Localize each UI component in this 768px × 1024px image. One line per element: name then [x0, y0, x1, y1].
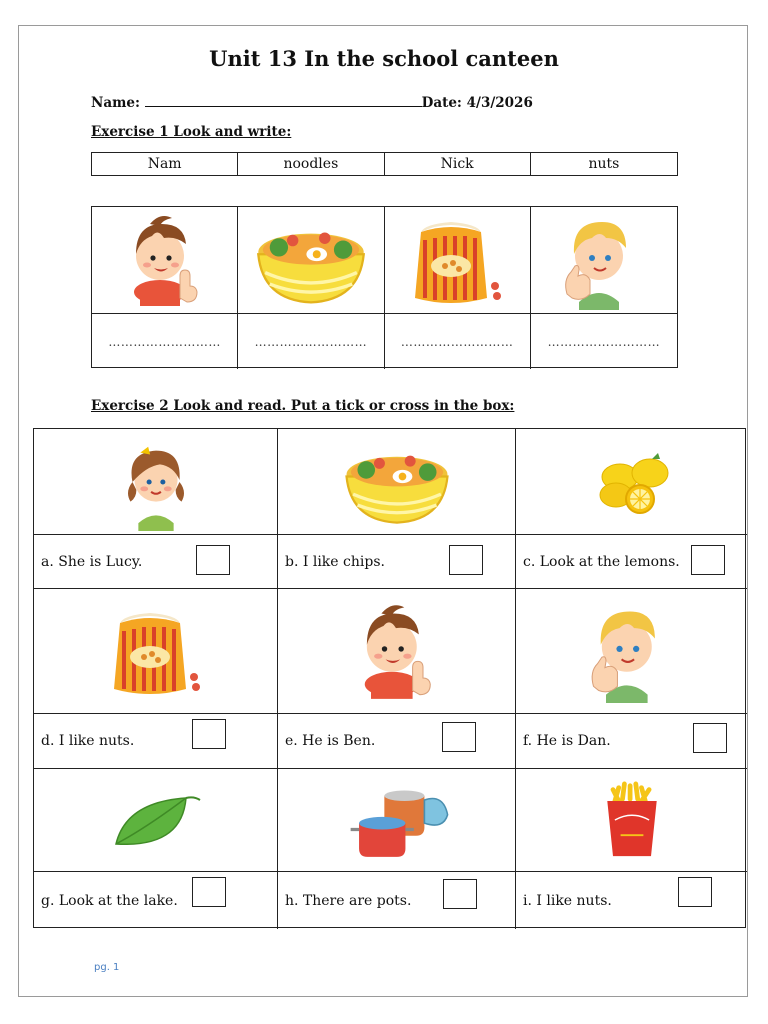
- lemons-icon: [587, 447, 677, 517]
- exercise2-picture-cell: [278, 429, 516, 535]
- exercise1-picture-cell: [531, 207, 677, 314]
- exercise2-picture-cell: [278, 589, 516, 714]
- name-label: Name:: [91, 95, 145, 111]
- sentence-text: d. I like nuts.: [41, 733, 135, 749]
- tick-box[interactable]: [693, 723, 727, 753]
- exercise2-sentence-cell: [278, 714, 516, 769]
- exercise2-sentence-cell: [278, 872, 516, 929]
- sentence-text: h. There are pots.: [285, 892, 412, 909]
- exercise2-picture-cell: [34, 589, 278, 714]
- tick-box[interactable]: [443, 879, 477, 909]
- exercise2-heading: Exercise 2 Look and read. Put a tick or cross in the box:: [91, 398, 515, 414]
- exercise2-picture-cell: [516, 429, 747, 535]
- sentence-text: e. He is Ben.: [285, 733, 376, 749]
- boy-brown-hair-icon: [349, 599, 445, 703]
- exercise2-sentence-cell: [34, 714, 278, 769]
- noodle-bowl-icon: [339, 437, 455, 527]
- word-bank-item: noodles: [238, 153, 384, 175]
- exercise1-answer-blank[interactable]: ………………………: [238, 314, 384, 369]
- nuts-bag-icon: [106, 601, 206, 701]
- exercise2-sentence-cell: [34, 535, 278, 589]
- exercise2-sentence-cell: [516, 872, 747, 929]
- chips-icon: [594, 776, 670, 864]
- sentence-text: b. I like chips.: [285, 553, 385, 570]
- exercise1-picture-cell: [385, 207, 531, 314]
- name-date-line: [91, 94, 533, 111]
- exercise1-answer-blank[interactable]: ………………………: [92, 314, 238, 369]
- tick-box[interactable]: [196, 545, 230, 575]
- boy-blond-hair-icon: [584, 599, 680, 703]
- exercise2-table: [33, 428, 746, 928]
- word-bank-item: Nick: [385, 153, 531, 175]
- sentence-text: c. Look at the lemons.: [523, 553, 680, 570]
- exercise1-answer-blank[interactable]: ………………………: [547, 334, 661, 349]
- exercise1-picture-cell: [238, 207, 384, 314]
- date-label: Date: 4/3/2026: [421, 95, 533, 111]
- exercise1-heading: Exercise 1 Look and write:: [91, 124, 292, 140]
- sentence-text: g. Look at the lake.: [41, 892, 178, 909]
- exercise2-picture-cell: [278, 769, 516, 872]
- exercise2-sentence-cell: [278, 535, 516, 589]
- exercise1-table: [91, 206, 678, 368]
- tick-box[interactable]: [192, 877, 226, 907]
- exercise2-sentence-cell: [516, 535, 747, 589]
- girl-icon: [111, 433, 201, 531]
- sentence-text: i. I like nuts.: [523, 892, 612, 909]
- exercise1-picture-cell: [92, 207, 238, 314]
- exercise1-answer-blank[interactable]: ………………………: [385, 314, 531, 369]
- sentence-text: a. She is Lucy.: [41, 553, 143, 570]
- exercise2-picture-cell: [34, 429, 278, 535]
- tick-box[interactable]: [678, 877, 712, 907]
- boy-brown-hair-icon: [117, 210, 213, 310]
- word-bank-item: Nam: [92, 153, 238, 175]
- name-blank-line[interactable]: [145, 94, 422, 107]
- boy-blond-hair-icon: [556, 210, 652, 310]
- exercise2-picture-cell: [516, 769, 747, 872]
- page-title: Unit 13 In the school canteen: [209, 46, 559, 71]
- exercise2-picture-cell: [516, 589, 747, 714]
- exercise2-sentence-cell: [516, 714, 747, 769]
- leaf-icon: [106, 788, 206, 852]
- tick-box[interactable]: [192, 719, 226, 749]
- noodle-bowl-icon: [251, 213, 371, 307]
- tick-box[interactable]: [691, 545, 725, 575]
- exercise2-sentence-cell: [34, 872, 278, 929]
- tick-box[interactable]: [449, 545, 483, 575]
- sentence-text: f. He is Dan.: [523, 733, 611, 749]
- nuts-bag-icon: [407, 212, 507, 308]
- pots-icon: [344, 781, 450, 859]
- word-bank: [91, 152, 678, 176]
- word-bank-item: nuts: [588, 156, 620, 172]
- exercise2-picture-cell: [34, 769, 278, 872]
- page-number: pg. 1: [94, 962, 120, 973]
- tick-box[interactable]: [442, 722, 476, 752]
